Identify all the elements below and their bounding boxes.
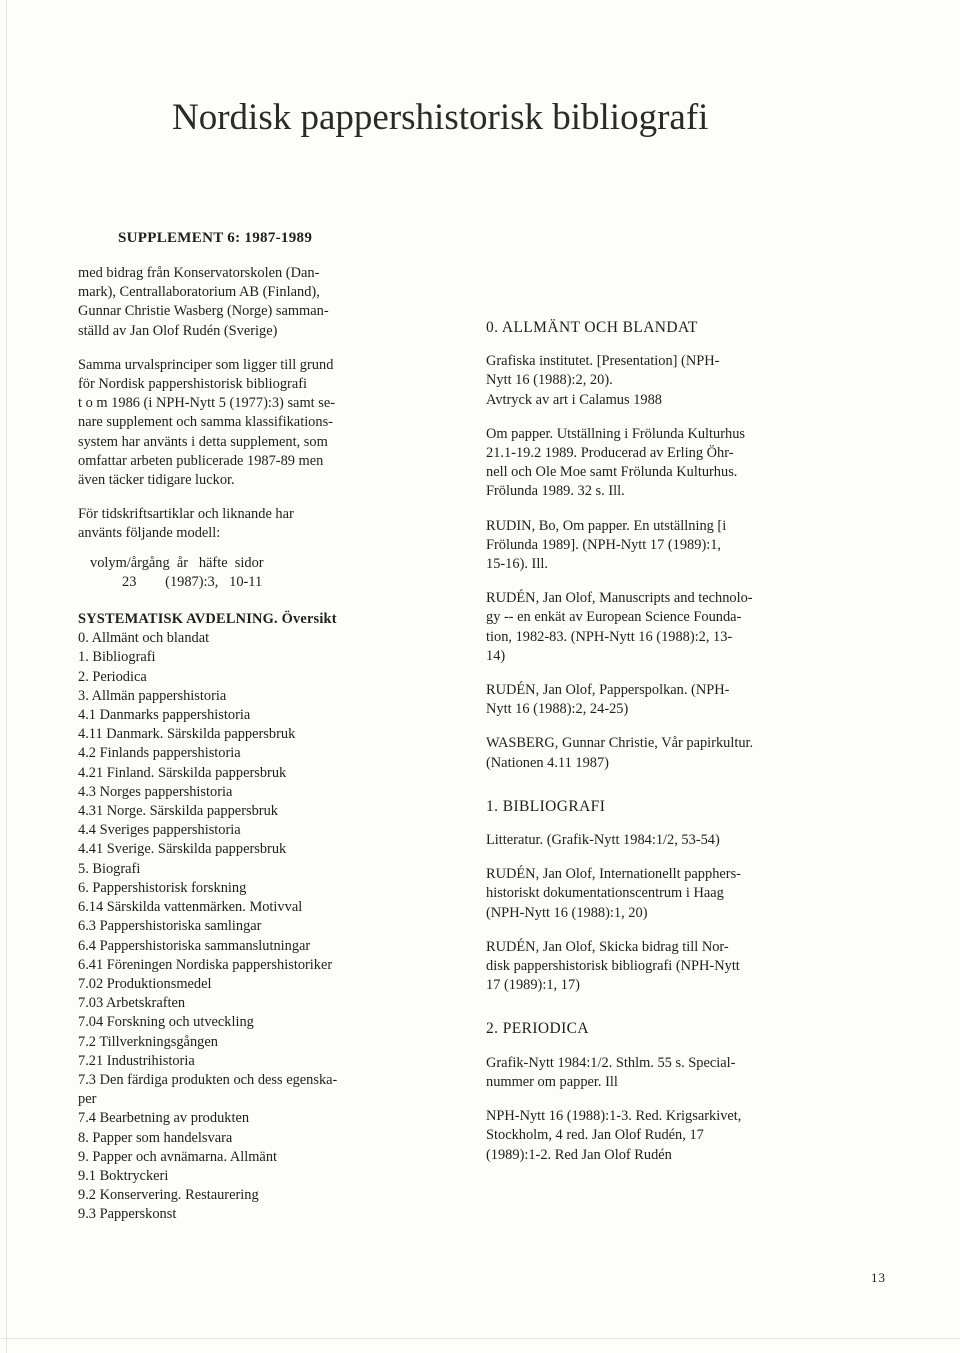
toc-item: 6. Pappershistorisk forskning bbox=[78, 879, 247, 896]
principles-paragraph bbox=[78, 356, 410, 490]
entry-line: NPH-Nytt 16 (1988):1-3. Red. Krigsarkivet, bbox=[486, 1108, 742, 1125]
text-line: Samma urvalsprinciper som ligger till grund bbox=[78, 356, 334, 373]
bib-entry bbox=[486, 1054, 836, 1092]
text-line: ställd av Jan Olof Rudén (Sverige) bbox=[78, 322, 278, 339]
entry-line: (Nationen 4.11 1987) bbox=[486, 754, 609, 771]
toc-item: 1. Bibliografi bbox=[78, 649, 156, 666]
bib-entry bbox=[486, 865, 836, 923]
page-edge-left bbox=[6, 0, 7, 1353]
toc-item: 6.41 Föreningen Nordiska pappershistoriker bbox=[78, 956, 333, 973]
entry-line: 14) bbox=[486, 647, 506, 664]
entry-line: Litteratur. (Grafik-Nytt 1984:1/2, 53-54) bbox=[486, 832, 720, 849]
toc-item: 6.4 Pappershistoriska sammanslutningar bbox=[78, 937, 311, 954]
toc-item: 6.3 Pappershistoriska samlingar bbox=[78, 918, 262, 935]
toc-item: 0. Allmänt och blandat bbox=[78, 630, 210, 647]
bib-entry bbox=[486, 425, 836, 502]
left-column bbox=[78, 264, 410, 1225]
toc-item: 4.21 Finland. Särskilda pappersbruk bbox=[78, 764, 287, 781]
entry-line: Frölunda 1989. 32 s. Ill. bbox=[486, 483, 625, 500]
text-line: t o m 1986 (i NPH-Nytt 5 (1977):3) samt se- bbox=[78, 395, 336, 412]
page-title: Nordisk pappershistorisk bibliografi bbox=[172, 97, 709, 138]
toc-item: 4.4 Sveriges pappershistoria bbox=[78, 822, 241, 839]
toc-item: 5. Biografi bbox=[78, 860, 141, 877]
entry-line: Nytt 16 (1988):2, 20). bbox=[486, 372, 613, 389]
text-line: system har använts i detta supplement, som bbox=[78, 433, 328, 450]
text-line: Gunnar Christie Wasberg (Norge) samman- bbox=[78, 303, 329, 320]
model-example: 23 (1987):3, 10-11 bbox=[122, 573, 263, 590]
text-line: även täcker tidigare luckor. bbox=[78, 472, 235, 489]
entry-line: RUDÉN, Jan Olof, Manuscripts and technolo- bbox=[486, 590, 753, 607]
toc-item: 2. Periodica bbox=[78, 668, 147, 685]
toc-item: 9. Papper och avnämarna. Allmänt bbox=[78, 1148, 278, 1165]
bib-entry bbox=[486, 681, 836, 719]
intro-paragraph bbox=[78, 264, 410, 341]
right-column bbox=[486, 318, 836, 1180]
toc-item: 8. Papper som handelsvara bbox=[78, 1129, 233, 1146]
entry-line: disk pappershistorisk bibliografi (NPH-Nytt bbox=[486, 958, 740, 975]
model-header: volym/årgång år häfte sidor bbox=[90, 554, 264, 571]
bib-entry bbox=[486, 517, 836, 575]
toc-list bbox=[78, 629, 410, 1224]
entry-line: (NPH-Nytt 16 (1988):1, 20) bbox=[486, 904, 648, 921]
entry-line: RUDÉN, Jan Olof, Papperspolkan. (NPH- bbox=[486, 682, 730, 699]
bib-entry bbox=[486, 352, 836, 410]
entry-line: (1989):1-2. Red Jan Olof Rudén bbox=[486, 1146, 672, 1163]
page-number: 13 bbox=[871, 1270, 886, 1285]
entry-line: RUDÉN, Jan Olof, Skicka bidrag till Nor- bbox=[486, 938, 729, 955]
text-line: använts följande modell: bbox=[78, 525, 221, 542]
toc-item: 6.14 Särskilda vattenmärken. Motivval bbox=[78, 899, 303, 916]
entry-line: nell och Ole Moe samt Frölunda Kulturhus. bbox=[486, 464, 738, 481]
text-line: mark), Centrallaboratorium AB (Finland), bbox=[78, 284, 320, 301]
toc-item: 9.2 Konservering. Restaurering bbox=[78, 1187, 259, 1204]
toc-item: 4.3 Norges pappershistoria bbox=[78, 783, 233, 800]
text-line: med bidrag från Konservatorskolen (Dan- bbox=[78, 265, 320, 281]
toc-item: per bbox=[78, 1091, 97, 1108]
toc-item: 4.11 Danmark. Särskilda pappersbruk bbox=[78, 726, 296, 743]
entry-line: Stockholm, 4 red. Jan Olof Rudén, 17 bbox=[486, 1127, 704, 1144]
entry-line: nummer om papper. Ill bbox=[486, 1073, 618, 1090]
entry-line: RUDÉN, Jan Olof, Internationellt papphers- bbox=[486, 866, 741, 883]
section-heading-periodica: 2. PERIODICA bbox=[486, 1020, 589, 1038]
toc-item: 3. Allmän pappershistoria bbox=[78, 687, 227, 704]
toc-item: 7.4 Bearbetning av produkten bbox=[78, 1110, 250, 1127]
entry-line: 15-16). Ill. bbox=[486, 556, 548, 573]
section-heading-allmant: 0. ALLMÄNT OCH BLANDAT bbox=[486, 319, 698, 336]
bib-entry bbox=[486, 589, 836, 666]
model-intro-paragraph bbox=[78, 505, 410, 543]
toc-item: 7.02 Produktionsmedel bbox=[78, 975, 212, 992]
section-heading-bibliografi: 1. BIBLIOGRAFI bbox=[486, 797, 606, 815]
entry-line: RUDIN, Bo, Om papper. En utställning [i bbox=[486, 517, 727, 534]
entry-line: gy -- en enkät av European Science Founda- bbox=[486, 609, 742, 626]
toc-item: 4.1 Danmarks pappershistoria bbox=[78, 707, 251, 724]
entry-line: WASBERG, Gunnar Christie, Vår papirkultur. bbox=[486, 735, 754, 752]
toc-item: 7.04 Forskning och utveckling bbox=[78, 1014, 254, 1031]
entry-line: Grafik-Nytt 1984:1/2. Sthlm. 55 s. Special- bbox=[486, 1054, 736, 1071]
toc-item: 7.03 Arbetskraften bbox=[78, 995, 186, 1012]
entry-line: Om papper. Utställning i Frölunda Kulturhus bbox=[486, 425, 746, 442]
toc-item: 9.3 Papperskonst bbox=[78, 1206, 177, 1223]
bib-entry bbox=[486, 938, 836, 996]
text-line: för Nordisk pappershistorisk bibliografi bbox=[78, 376, 308, 393]
bib-entry bbox=[486, 1107, 836, 1165]
text-line: För tidskriftsartiklar och liknande har bbox=[78, 506, 294, 523]
text-line: omfattar arbeten publicerade 1987-89 men bbox=[78, 452, 324, 469]
toc-item: 9.1 Boktryckeri bbox=[78, 1167, 169, 1184]
bib-entry bbox=[486, 734, 836, 772]
toc-item: 4.41 Sverige. Särskilda pappersbruk bbox=[78, 841, 287, 858]
bib-entry bbox=[486, 831, 836, 850]
entry-line: Frölunda 1989]. (NPH-Nytt 17 (1989):1, bbox=[486, 536, 722, 553]
entry-line: 21.1-19.2 1989. Producerad av Erling Öhr- bbox=[486, 445, 734, 462]
entry-line: Avtryck av art i Calamus 1988 bbox=[486, 391, 662, 408]
citation-model bbox=[90, 554, 410, 592]
entry-line: Grafiska institutet. [Presentation] (NPH- bbox=[486, 353, 720, 370]
toc-item: 7.21 Industrihistoria bbox=[78, 1052, 195, 1069]
page-edge-bottom bbox=[0, 1338, 960, 1339]
entry-line: tion, 1982-83. (NPH-Nytt 16 (1988):2, 13- bbox=[486, 628, 733, 645]
toc-item: 4.2 Finlands pappershistoria bbox=[78, 745, 241, 762]
entry-line: 17 (1989):1, 17) bbox=[486, 977, 580, 994]
toc-item: 4.31 Norge. Särskilda pappersbruk bbox=[78, 803, 278, 820]
toc-item: 7.2 Tillverkningsgången bbox=[78, 1033, 218, 1050]
systematic-heading: SYSTEMATISK AVDELNING. Översikt bbox=[78, 611, 337, 628]
supplement-title: SUPPLEMENT 6: 1987-1989 bbox=[118, 230, 313, 246]
entry-line: Nytt 16 (1988):2, 24-25) bbox=[486, 701, 629, 718]
toc-item: 7.3 Den färdiga produkten och dess egenska- bbox=[78, 1071, 338, 1088]
text-line: nare supplement och samma klassifikations- bbox=[78, 414, 333, 431]
entry-line: historiskt dokumentationscentrum i Haag bbox=[486, 885, 724, 902]
